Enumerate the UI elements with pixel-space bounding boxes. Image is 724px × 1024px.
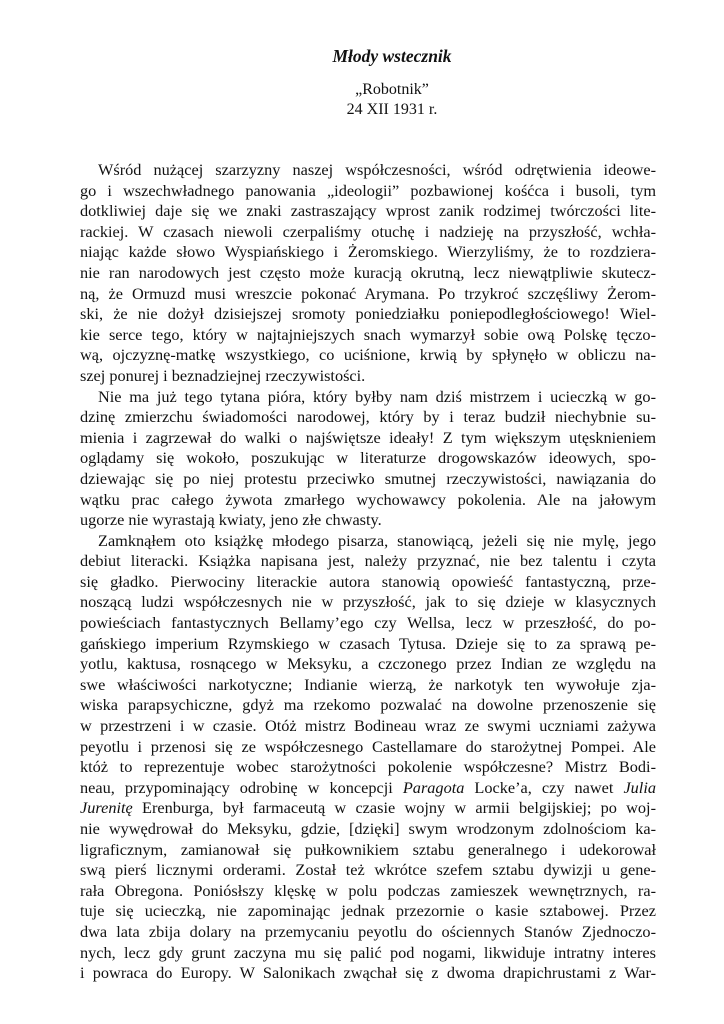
text-line: dzinę zmierzchu świadomości narodowej, który by i teraz budził niechybnie su- xyxy=(80,407,656,427)
text-line: nie wywędrował do Meksyku, gdzie, [dzięki] swym wrodzonym zdolnościom ka- xyxy=(80,819,656,838)
text-line: powieściach fantastycznych Bellamy’ego czy Wellsa, lecz w przeszłość, do po- xyxy=(80,613,656,633)
text-line: mienia i zagrzewał do walki o najświętsze ideały! Z tym większym utęsknieniem xyxy=(80,427,656,447)
text-line: debiut literacki. Książka napisana jest, należy przyznać, nie bez talentu i czyta xyxy=(80,551,656,571)
body-text xyxy=(80,160,656,984)
text-line: wą, ojczyznę-matkę wszystkiego, co uciśnione, krwią by spłynęło w obliczu na- xyxy=(80,345,656,365)
document-page xyxy=(80,44,656,984)
text-line: yotlu, kaktusa, rosnącego w Meksyku, a czczonego przez Indian ze względu na xyxy=(80,654,656,674)
text-line xyxy=(80,778,656,799)
text-line: nie ran narodowych jest często może kuracją okrutną, lecz niewątpliwie skutecz- xyxy=(80,262,656,282)
text-line: dziewając się po niej protestu przeciwko smutnej rzeczywistości, nawiązania do xyxy=(80,468,656,488)
text-line: dwa lata zbija dolary na przemycaniu peyotlu do ościennych Stanów Zjednoczo- xyxy=(80,921,656,941)
italic-title-span: Julia xyxy=(623,777,656,797)
italic-title-span: Paragota xyxy=(402,777,465,797)
text-line: tuje się ucieczką, nie zapominając jednak przezornie o kasie sztabowej. Przez xyxy=(80,901,656,921)
text-line: Wśród nużącej szarzyzny naszej współczesności, wśród odrętwienia ideowe- xyxy=(98,160,656,179)
text-line: niając każde słowo Wyspiańskiego i Żeromskiego. Wierzyliśmy, że to rozdziera- xyxy=(80,242,656,262)
text-line: się gładko. Pierwociny literackie autora stanowią opowieść fantastyczną, prze- xyxy=(80,571,656,591)
source-name: „Robotnik” xyxy=(355,81,429,98)
text-line: peyotlu i przenosi się ze współczesnego Castellamare do starożytnej Pompei. Ale xyxy=(80,736,656,756)
text-line: ligraficznym, zamianował się pułkownikiem sztabu generalnego i udekorował xyxy=(80,839,656,859)
text-span: Erenburga, był farmaceutą w czasie wojny w armii belgijskiej; po woj- xyxy=(132,798,656,818)
text-line: rackiej. W czasach niewoli czerpaliśmy otuchę i nadzieję na przyszłość, wchła- xyxy=(80,221,656,241)
document-title: Młody wstecznik xyxy=(332,46,452,66)
text-line xyxy=(80,798,656,819)
text-span: neau, przypominający odrobinę w koncepcji xyxy=(80,777,403,797)
text-line: go i wszechwładnego panowania „ideologii” pozbawionej kośćca i busoli, tym xyxy=(80,180,656,200)
text-line: i powraca do Europy. W Salonikach zwąchał się z dwoma drapichrustami z War- xyxy=(80,963,656,983)
text-line: noszącą ludzi współczesnych nie w przyszłość, jak to się dzieje w klasycznych xyxy=(80,592,656,612)
italic-title-span: Jurenitę xyxy=(80,798,133,818)
text-line: wątku prac całego żywota zmarłego wychowawcy pokolenia. Ale na jałowym xyxy=(80,489,656,509)
text-line: nych, lecz gdy grunt zaczyna mu się palić pod nogami, likwiduje intratny interes xyxy=(80,942,656,962)
publication-date: 24 XII 1931 r. xyxy=(346,101,438,118)
text-line: ugorze nie wyrastają kwiaty, jeno złe chwasty. xyxy=(80,510,382,530)
text-line: szej ponurej i beznadziejnej rzeczywistości. xyxy=(80,365,366,385)
text-line: dotkliwiej daje się we znaki zastraszający wprost zanik rodzimej twórczości lite- xyxy=(80,201,656,221)
text-line: kie serce tego, który w najtajniejszych snach wymarzył sobie ową Polskę tęczo- xyxy=(80,324,656,344)
text-line: Nie ma już tego tytana pióra, który byłby nam dziś mistrzem i ucieczką w go- xyxy=(98,386,656,406)
text-line: któż to reprezentuje wobec starożytności pokolenie współczesne? Mistrz Bodi- xyxy=(80,757,656,777)
text-line: Zamknąłem oto książkę młodego pisarza, stanowiącą, jeżeli się nie mylę, jego xyxy=(98,530,656,550)
text-line: rała Obregona. Poniósłszy klęskę w polu podczas zamieszek wewnętrznych, ra- xyxy=(80,880,656,900)
text-line: ski, że nie dożył dzisiejszej sromoty poniedziałku poniepodległościowego! Wiel- xyxy=(80,304,656,324)
text-line: wiska parapsychiczne, gdyż ma rzekomo pozwalać na dowolne przenoszenie się xyxy=(80,695,656,715)
text-line: gańskiego imperium Rzymskiego w czasach Tytusa. Dzieje się to za sprawą pe- xyxy=(80,633,656,653)
text-line: w przestrzeni i w czasie. Otóż mistrz Bodineau wraz ze swymi uczniami zażywa xyxy=(80,716,656,736)
text-line: oglądamy się wokoło, poszukując w literaturze drogowskazów ideowych, spo- xyxy=(80,448,656,468)
text-span: Locke’a, czy nawet xyxy=(464,777,624,797)
text-line: swą pierś licznymi orderami. Został też wkrótce szefem sztabu dywizji u gene- xyxy=(80,860,656,880)
text-line: ną, że Ormuzd musi wreszcie pokonać Arymana. Po trzykroć szczęśliwy Żerom- xyxy=(80,283,656,303)
text-line: swe właściwości narkotyczne; Indianie wierzą, że narkotyk ten wywołuje zja- xyxy=(80,674,656,694)
